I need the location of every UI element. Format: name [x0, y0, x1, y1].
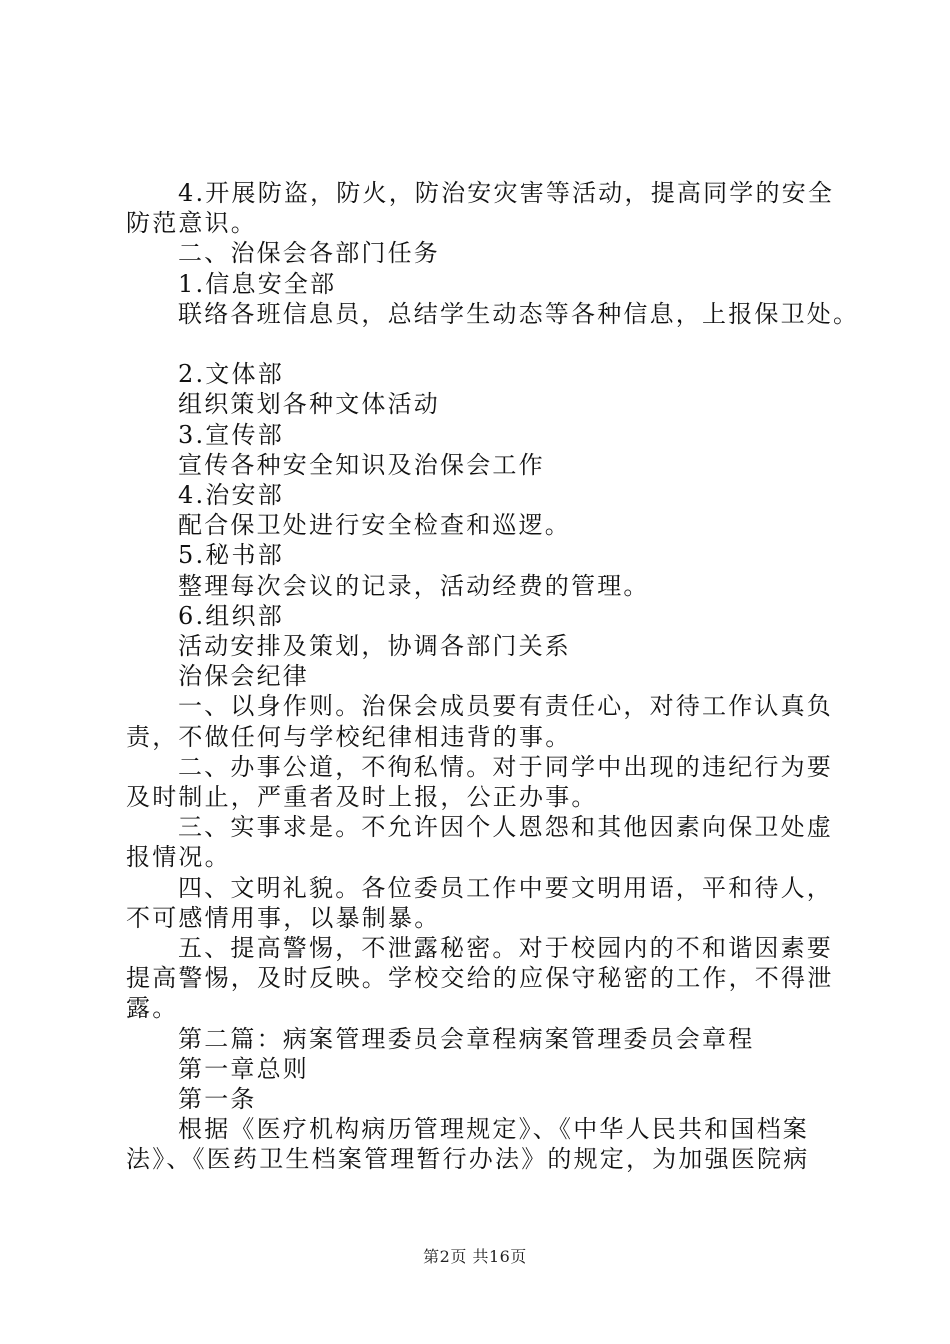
- article-paragraph: [126, 1114, 836, 1174]
- paragraph-line: 四、文明礼貌。各位委员工作中要文明用语，平和待人，: [178, 873, 833, 902]
- paragraph-line: 露。: [126, 994, 179, 1023]
- article-heading: 第一条: [178, 1085, 257, 1114]
- department-description: 活动安排及策划，协调各部门关系: [178, 632, 571, 661]
- page-number: 第2页 共16页: [423, 1247, 527, 1266]
- paragraph-line: 根据《医疗机构病历管理规定》、《中华人民共和国档案: [178, 1115, 809, 1144]
- paragraph-line: 五、提高警惕，不泄露秘密。对于校园内的不和谐因素要: [178, 934, 833, 963]
- department-title: 6.组织部: [178, 601, 284, 630]
- department-title: 4.治安部: [178, 481, 284, 510]
- paragraph-item-4: [126, 178, 836, 238]
- department-title: 2.文体部: [178, 360, 284, 389]
- paragraph-line: 一、以身作则。治保会成员要有责任心，对待工作认真负: [178, 692, 833, 721]
- department-title: 3.宣传部: [178, 420, 284, 449]
- paragraph-line: 责，不做任何与学校纪律相违背的事。: [126, 722, 572, 751]
- rule-item-2: [126, 752, 836, 812]
- department-description: 整理每次会议的记录，活动经费的管理。: [178, 571, 650, 600]
- document-body: [126, 178, 860, 1175]
- paragraph-line: 不可感情用事，以暴制暴。: [126, 903, 441, 932]
- rule-item-4: [126, 873, 836, 933]
- department-title: 5.秘书部: [178, 541, 284, 570]
- paragraph-line: 及时制止，严重者及时上报，公正办事。: [126, 783, 598, 812]
- blank-line: [126, 329, 836, 359]
- department-description: 组织策划各种文体活动: [178, 390, 440, 419]
- paragraph-line: 三、实事求是。不允许因个人恩怨和其他因素向保卫处虚: [178, 813, 833, 842]
- rule-item-5: [126, 933, 836, 1024]
- paragraph-line: 报情况。: [126, 843, 231, 872]
- paragraph-line: 二、办事公道，不徇私情。对于同学中出现的违纪行为要: [178, 752, 833, 781]
- rule-item-1: [126, 691, 836, 751]
- department-title: 1.信息安全部: [178, 269, 337, 298]
- chapter-heading: 第一章总则: [178, 1054, 309, 1083]
- paragraph-line: 法》、《医药卫生档案管理暂行办法》的规定，为加强医院病: [126, 1145, 810, 1174]
- rule-item-3: [126, 812, 836, 872]
- chapter-title: 第二篇：病案管理委员会章程病案管理委员会章程: [178, 1024, 755, 1053]
- paragraph-line: 防范意识。: [126, 209, 257, 238]
- section-heading: 治保会纪律: [178, 662, 309, 691]
- paragraph-line: 4.开展防盗，防火，防治安灾害等活动，提高同学的安全: [178, 179, 835, 207]
- department-description: 宣传各种安全知识及治保会工作: [178, 450, 545, 479]
- department-description: 配合保卫处进行安全检查和巡逻。: [178, 511, 571, 540]
- department-description: 联络各班信息员，总结学生动态等各种信息，上报保卫处。: [178, 299, 860, 328]
- section-heading: 二、治保会各部门任务: [178, 239, 440, 268]
- paragraph-line: 提高警惕，及时反映。学校交给的应保守秘密的工作，不得泄: [126, 964, 834, 993]
